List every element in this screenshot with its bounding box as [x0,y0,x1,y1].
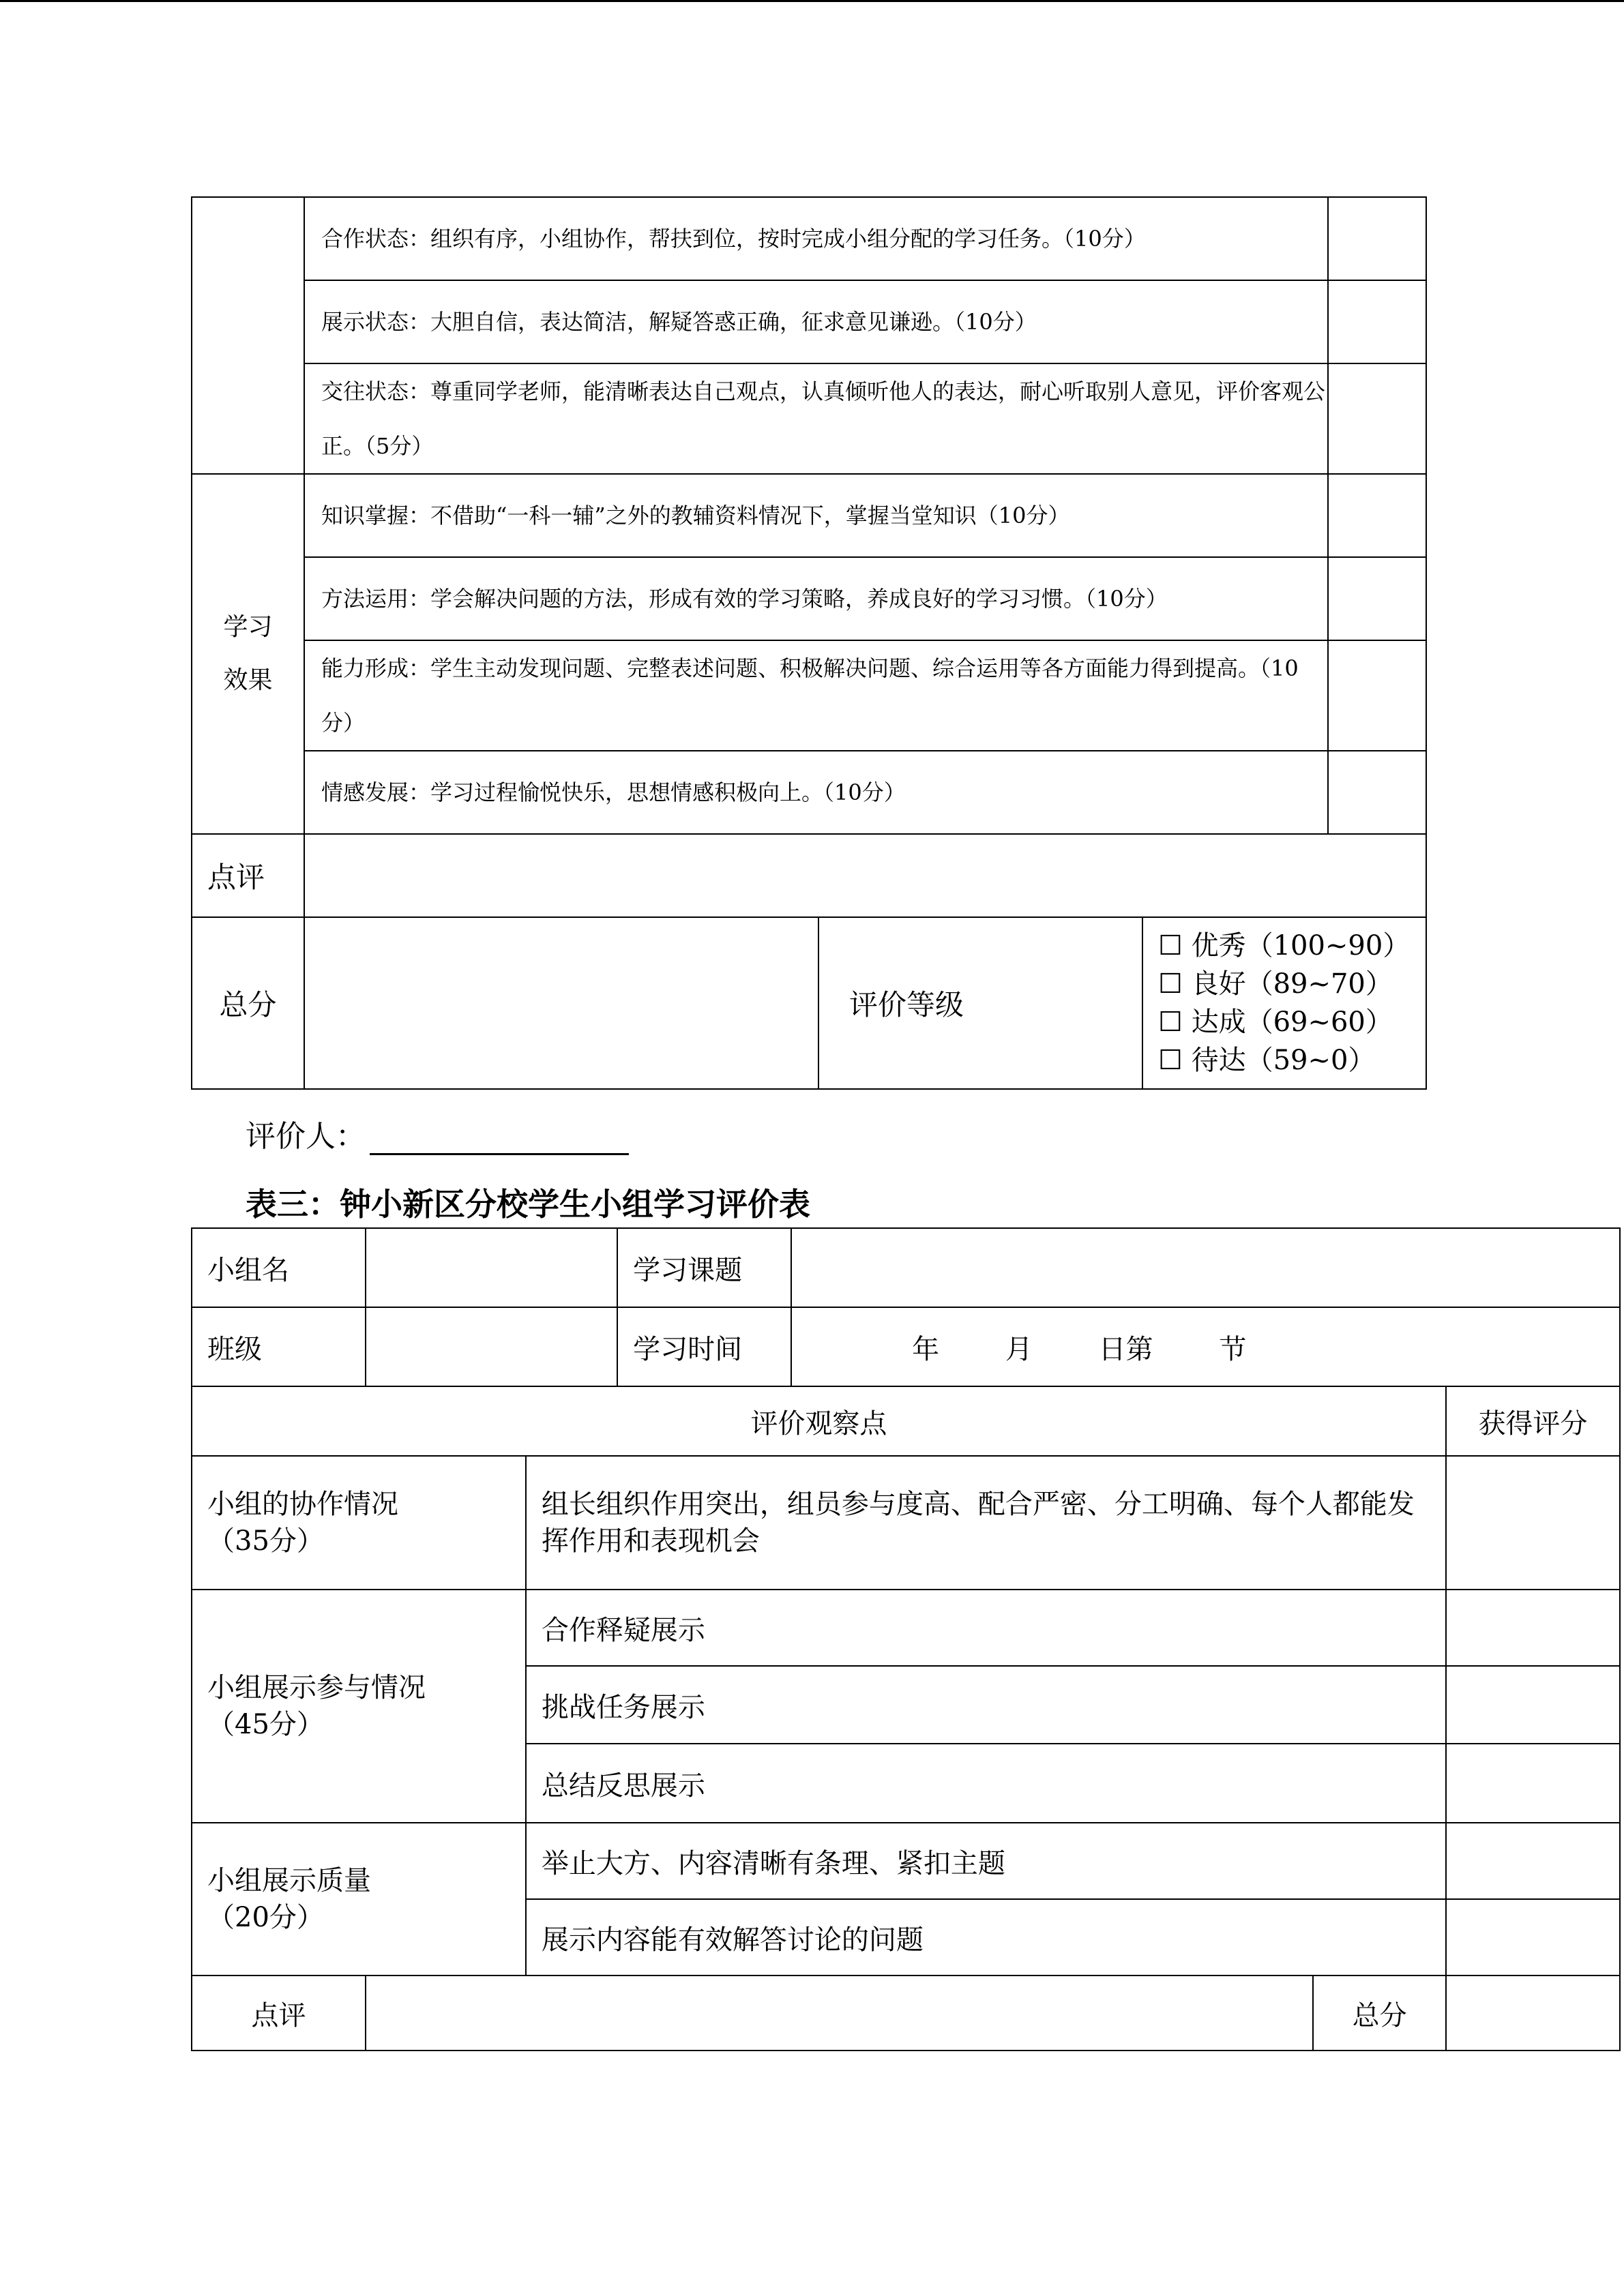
class-input[interactable] [366,1307,617,1386]
participation-points: （45分） [207,1709,324,1740]
cooperation-points: （35分） [207,1525,324,1557]
date-year: 年 [912,1333,940,1365]
grade-option-excellent[interactable]: ☐ 优秀（100~90） [1158,930,1411,961]
table-row [192,197,1426,280]
criterion-emotion: 情感发展：学习过程愉悦快乐，思想情感积极向上。（10分） [304,751,1328,834]
score-cell[interactable] [1446,1590,1620,1666]
total-cell[interactable] [1446,1976,1620,2051]
quality-label: 小组展示质量 [207,1865,371,1896]
total-score-cell[interactable] [304,917,818,1089]
comment-cell[interactable] [304,834,1426,917]
grade-option-pass[interactable]: ☐ 达成（69~60） [1158,1007,1393,1038]
cooperation-desc: 组长组织作用突出，组员参与度高、配合严密、分工明确、每个人都能发挥作用和表现机会 [526,1456,1446,1590]
evaluator-label: 评价人： [246,1119,366,1154]
evaluator-signature [246,1112,629,1155]
table-row [192,751,1426,834]
score-cell[interactable] [1328,751,1426,834]
participation-label: 小组展示参与情况 [207,1672,426,1703]
table-row [192,557,1426,640]
table-row [192,834,1426,917]
criterion-method: 方法运用：学会解决问题的方法，形成有效的学习策略，养成良好的学习习惯。（10分） [304,557,1328,640]
table-row [192,1976,1620,2051]
category-label-line-2: 效果 [223,666,273,694]
participation-item: 总结反思展示 [526,1744,1446,1823]
score-cell[interactable] [1328,640,1426,751]
criterion-ability: 能力形成：学生主动发现问题、完整表述问题、积极解决问题、综合运用等各方面能力得到提高。（10分） [304,640,1328,751]
time-input[interactable] [791,1307,1620,1386]
criterion-presentation: 展示状态：大胆自信，表达简洁，解疑答惑正确，征求意见谦逊。（10分） [304,280,1328,363]
evaluation-table-2-continued [191,196,1427,1090]
class-label: 班级 [192,1307,366,1386]
participation-item: 合作释疑展示 [526,1590,1446,1666]
category-label-line-1: 学习 [223,613,273,641]
table-row [192,1307,1620,1386]
table-row [192,1590,1620,1666]
page-top-border [0,0,1624,2]
grade-label: 评价等级 [818,917,1142,1089]
table-row [192,1823,1620,1899]
cooperation-category [192,1456,526,1590]
table-row [192,280,1426,363]
grade-option-good[interactable]: ☐ 良好（89~70） [1158,968,1393,1000]
grade-options [1142,917,1426,1089]
evaluator-input-line[interactable] [370,1126,629,1155]
criterion-knowledge: 知识掌握：不借助“一科一辅”之外的教辅资料情况下，掌握当堂知识（10分） [304,474,1328,557]
criterion-communication: 交往状态：尊重同学老师，能清晰表达自己观点，认真倾听他人的表达，耐心听取别人意见，评价客观公正。（5分） [304,363,1328,474]
date-month: 月 [1005,1333,1033,1365]
group-name-label: 小组名 [192,1228,366,1307]
total-label: 总分 [192,917,304,1089]
table-3-title: 表三：钟小新区分校学生小组学习评价表 [246,1186,810,1223]
comment-cell[interactable] [366,1976,1313,2051]
quality-points: （20分） [207,1902,324,1933]
table-row [192,1386,1620,1456]
criterion-cooperation: 合作状态：组织有序，小组协作，帮扶到位，按时完成小组分配的学习任务。（10分） [304,197,1328,280]
group-evaluation-table [191,1227,1621,2051]
score-header: 获得评分 [1446,1386,1620,1456]
grade-option-pending[interactable]: ☐ 待达（59~0） [1158,1045,1376,1076]
comment-label: 点评 [192,834,304,917]
date-day: 日第 [1098,1333,1153,1365]
date-period: 节 [1219,1333,1247,1365]
score-cell[interactable] [1328,363,1426,474]
quality-item: 展示内容能有效解答讨论的问题 [526,1899,1446,1976]
score-cell[interactable] [1446,1899,1620,1976]
score-cell[interactable] [1446,1456,1620,1590]
table-row [192,917,1426,1089]
category-learning-effect [192,474,304,834]
score-cell[interactable] [1446,1823,1620,1899]
participation-item: 挑战任务展示 [526,1666,1446,1744]
category-cell-empty [192,197,304,474]
table-row [192,1228,1620,1307]
table-row [192,363,1426,474]
group-name-input[interactable] [366,1228,617,1307]
quality-item: 举止大方、内容清晰有条理、紧扣主题 [526,1823,1446,1899]
total-label: 总分 [1313,1976,1446,2051]
score-cell[interactable] [1446,1666,1620,1744]
participation-category [192,1590,526,1823]
score-cell[interactable] [1328,197,1426,280]
score-cell[interactable] [1328,474,1426,557]
score-cell[interactable] [1328,557,1426,640]
observation-header: 评价观察点 [192,1386,1446,1456]
time-label: 学习时间 [617,1307,791,1386]
cooperation-label: 小组的协作情况 [207,1489,398,1520]
table-row [192,1456,1620,1590]
table-row [192,474,1426,557]
score-cell[interactable] [1446,1744,1620,1823]
topic-label: 学习课题 [617,1228,791,1307]
score-cell[interactable] [1328,280,1426,363]
table-row [192,640,1426,751]
comment-label: 点评 [192,1976,366,2051]
quality-category [192,1823,526,1976]
topic-input[interactable] [791,1228,1620,1307]
